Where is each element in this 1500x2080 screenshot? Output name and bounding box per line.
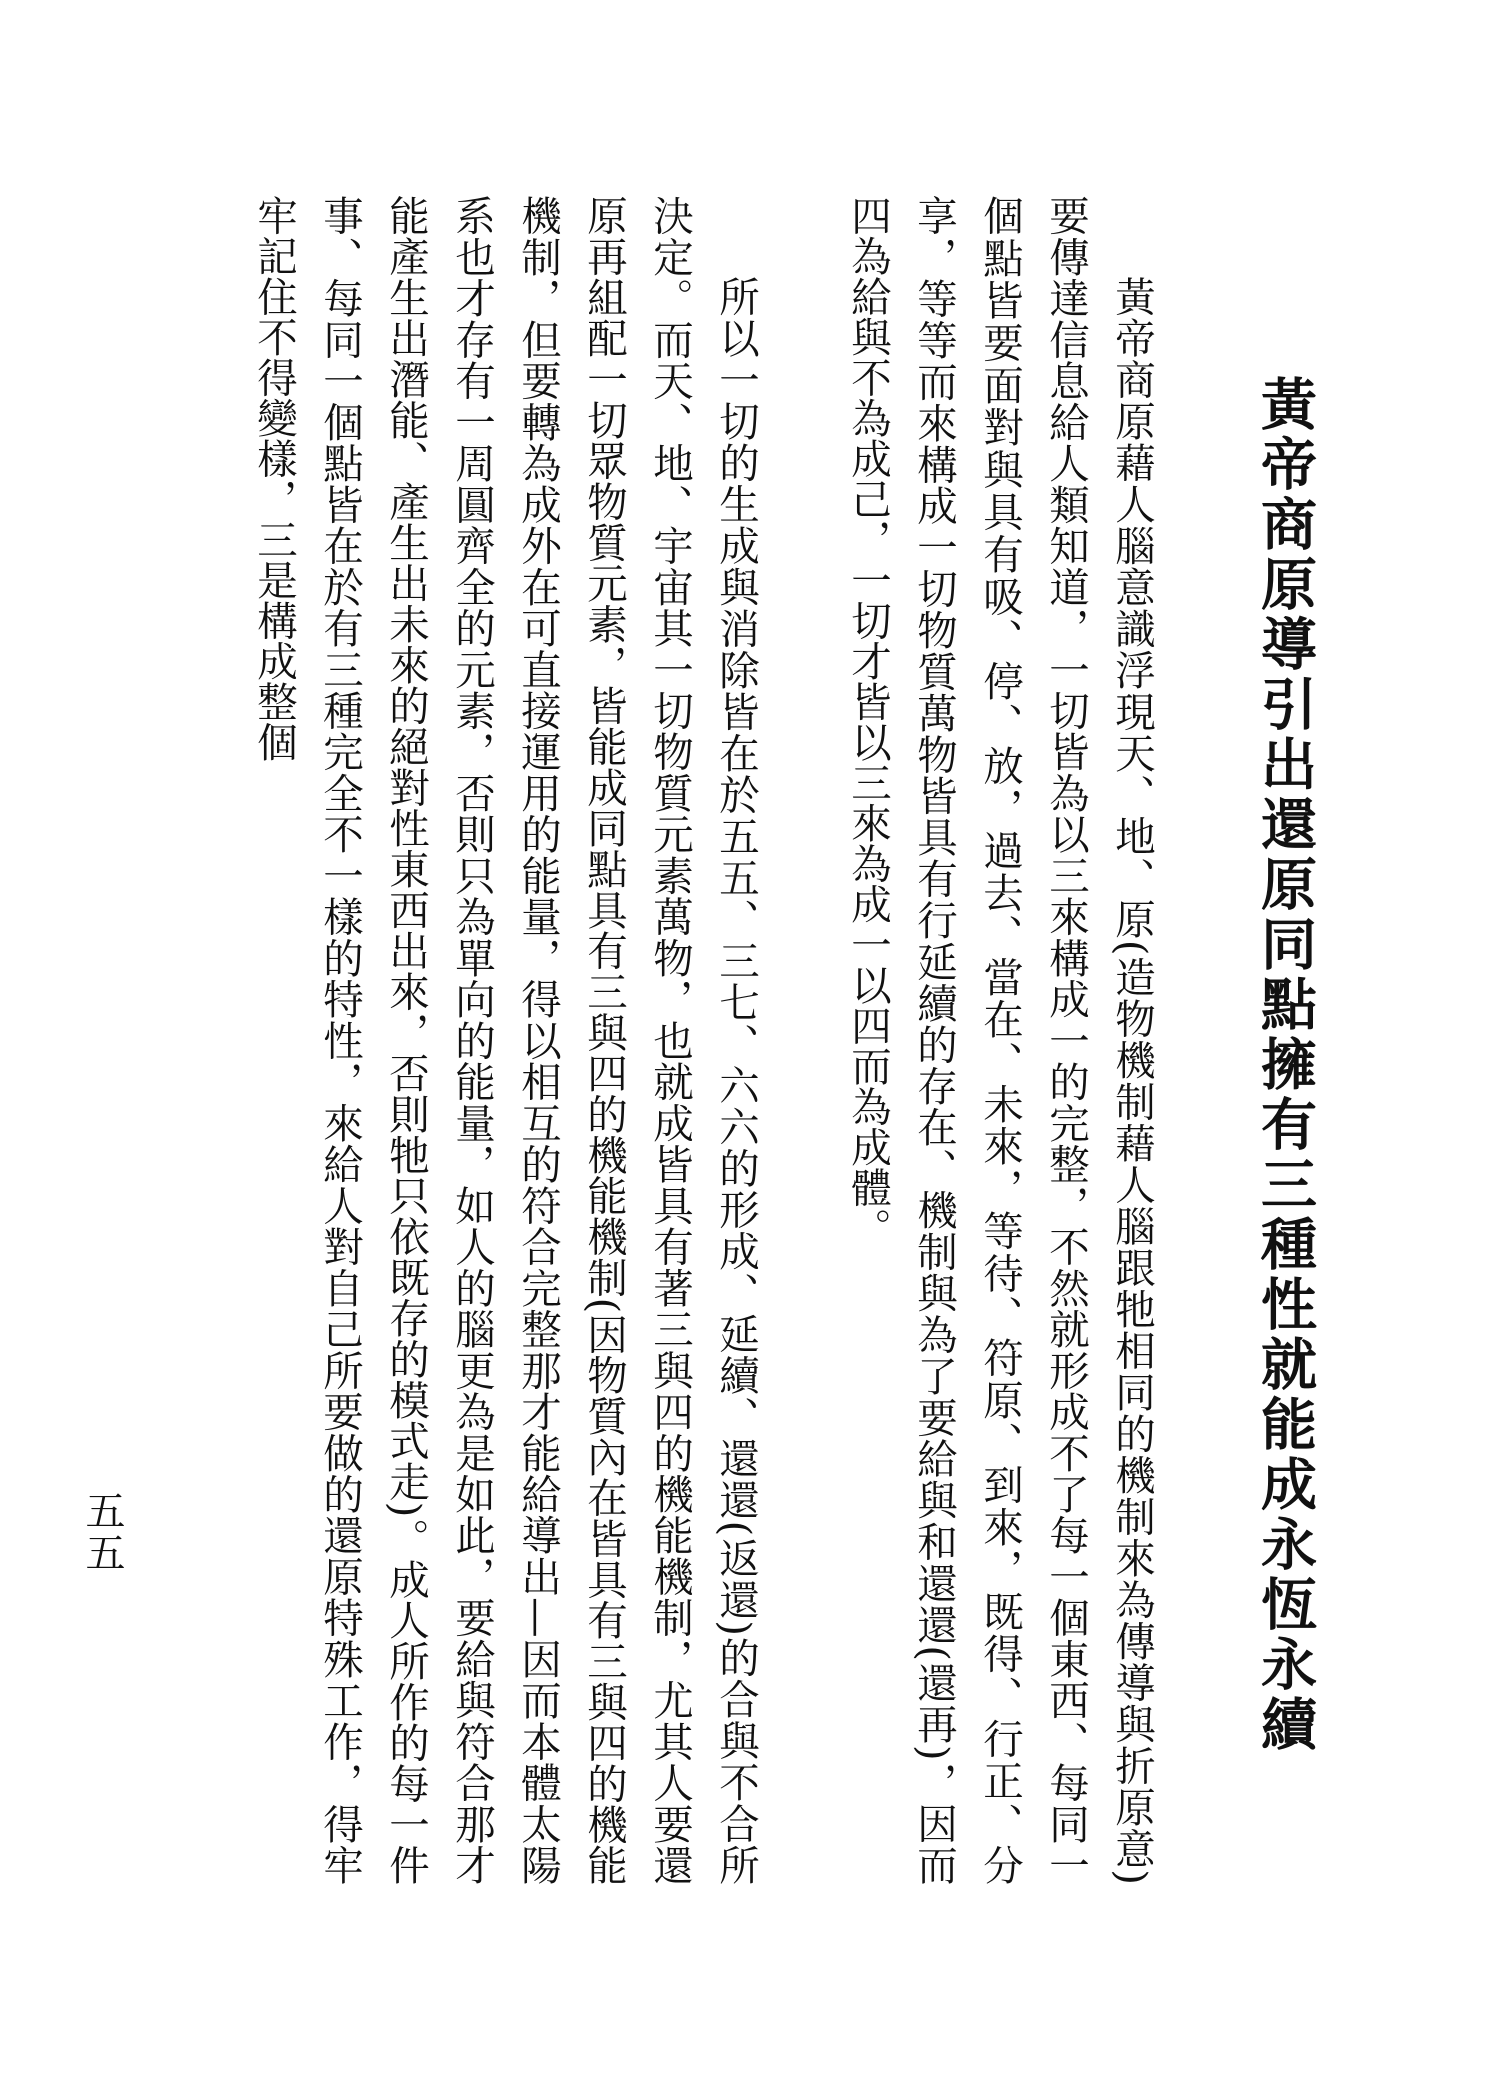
paragraph-1: 黃帝商原藉人腦意識浮現天、地、原(造物機制藉人腦跟牠相同的機制來為傳導與折原意)要傳達信息給人類知道，一切皆為以三來構成一的完整，不然就形成不了每一個東西、每同一個點皆要面對與具有吸、停、放，過去、當在、未來，等待、符原、到來，既得、行正、分享，等等而來構成一切物質萬物皆具有行延續的存在、機制與為了要給與和還還(還再)，因而四為給與不為成己，一切才皆以三來為成一以四而為成體。 [844,195,1156,1885]
paragraph-2: 所以一切的生成與消除皆在於五五、三七、六六的形成、延續、還還(返還)的合與不合所決定。而天、地、宇宙其一切物質元素萬物，也就成皆具有著三與四的機能機制，尤其人要還原再組配一切眾物質元素，皆能成同點具有三與四的機能機制(因物質內在皆具有三與四的機能機制，但要轉為成外在可直接運用的能量，得以相互的符合完整那才能給導出—因而本體太陽系也才存有一周圓齊全的元素，否則只為單向的能量，如人的腦更為是如此，要給與符合那才能產生出潛能、產生出未來的絕對性東西出來，否則牠只依既存的模式走)。成人所作的每一件事、每同一個點皆在於有三種完全不一樣的特性，來給人對自己所要做的還原特殊工作，得牢牢記住不得變樣，三是構成整個 [250,195,760,1885]
body-text [241,195,1165,1885]
chapter-title: 黃帝商原導引出還原同點擁有三種性就能成永恆永續 [1252,375,1318,1755]
page-number: 五五 [79,1490,125,1574]
